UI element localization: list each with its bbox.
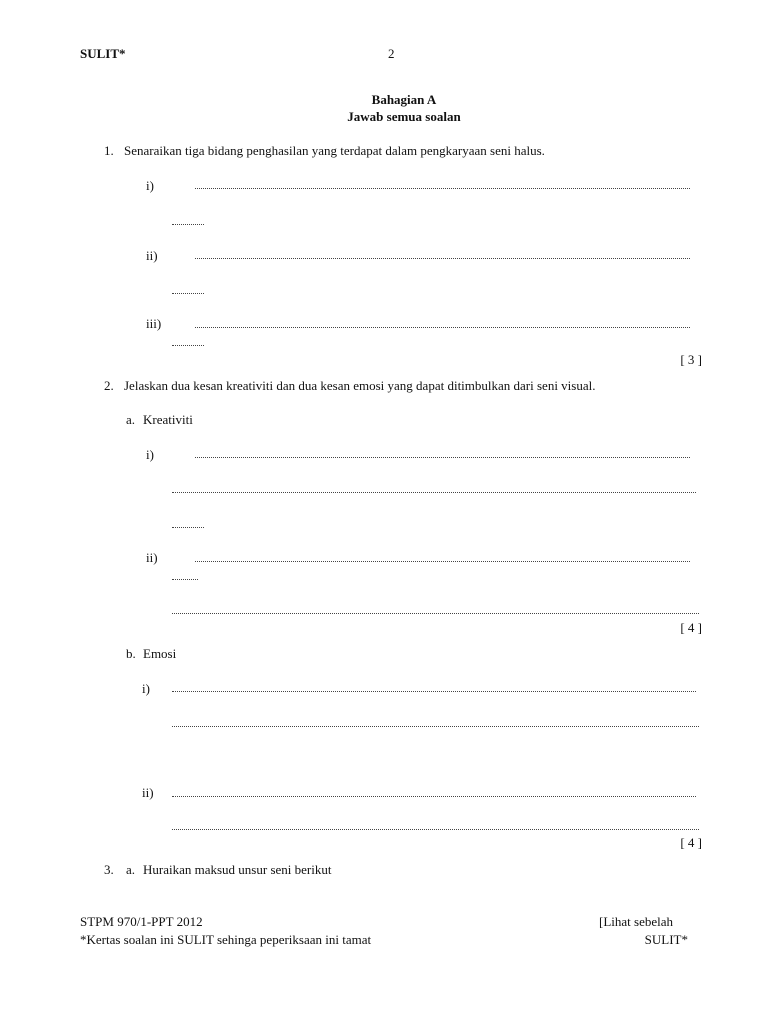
- header-classification: SULIT*: [80, 46, 126, 61]
- q2a-item-ii-label: ii): [146, 550, 158, 565]
- q2a-item-i-answer-line-1[interactable]: [195, 457, 690, 458]
- q3a-label: a.: [126, 862, 136, 877]
- footer-continue-note: [Lihat sebelah: [599, 914, 673, 929]
- q2b-item-i-answer-line-2[interactable]: [172, 726, 699, 727]
- footer-classification: SULIT*: [644, 932, 688, 947]
- q2a-item-i-label: i): [146, 447, 154, 462]
- q2a-item-ii-answer-line-2[interactable]: [172, 579, 198, 580]
- q2b-item-ii-answer-line-2[interactable]: [172, 829, 699, 830]
- q2-number: 2.: [104, 378, 114, 393]
- page-number: 2: [388, 46, 395, 61]
- section-title: Bahagian A: [371, 92, 437, 107]
- section-instruction: Jawab semua soalan: [347, 109, 461, 124]
- q2a-title: Kreativiti: [143, 412, 193, 427]
- q2b-item-ii-label: ii): [142, 785, 154, 800]
- q2-text: Jelaskan dua kesan kreativiti dan dua kesan emosi yang dapat ditimbulkan dari seni visual.: [124, 378, 596, 393]
- q1-item-i-answer-line[interactable]: [195, 188, 690, 189]
- q2b-item-ii-answer-line-1[interactable]: [172, 796, 696, 797]
- q1-text: Senaraikan tiga bidang penghasilan yang terdapat dalam pengkaryaan seni halus.: [124, 143, 545, 158]
- q3-number: 3.: [104, 862, 114, 877]
- q2a-marks: [ 4 ]: [680, 620, 702, 635]
- q1-item-ii-answer-line[interactable]: [195, 258, 690, 259]
- q1-number: 1.: [104, 143, 114, 158]
- q2a-label: a.: [126, 412, 136, 427]
- q2b-item-i-answer-line-1[interactable]: [172, 691, 696, 692]
- q1-marks: [ 3 ]: [680, 352, 702, 367]
- q1-item-iii-answer-line-continued[interactable]: [172, 345, 204, 346]
- q2b-marks: [ 4 ]: [680, 835, 702, 850]
- q3a-text: Huraikan maksud unsur seni berikut: [143, 862, 332, 877]
- q1-item-i-label: i): [146, 178, 154, 193]
- q2a-item-i-answer-line-2[interactable]: [172, 492, 696, 493]
- q1-item-i-answer-line-continued[interactable]: [172, 224, 204, 225]
- q2a-item-ii-answer-line-1[interactable]: [195, 561, 690, 562]
- q2a-item-ii-answer-line-3[interactable]: [172, 613, 699, 614]
- q2a-item-i-answer-line-3[interactable]: [172, 527, 204, 528]
- q2b-item-i-label: i): [142, 681, 150, 696]
- q1-item-ii-answer-line-continued[interactable]: [172, 293, 204, 294]
- q1-item-iii-answer-line[interactable]: [195, 327, 690, 328]
- footer-paper-code: STPM 970/1-PPT 2012: [80, 914, 203, 929]
- q1-item-ii-label: ii): [146, 248, 158, 263]
- q2b-label: b.: [126, 646, 136, 661]
- q2b-title: Emosi: [143, 646, 177, 661]
- q1-item-iii-label: iii): [146, 316, 162, 331]
- footer-confidential-note: *Kertas soalan ini SULIT sehinga peperiksaan ini tamat: [80, 932, 372, 947]
